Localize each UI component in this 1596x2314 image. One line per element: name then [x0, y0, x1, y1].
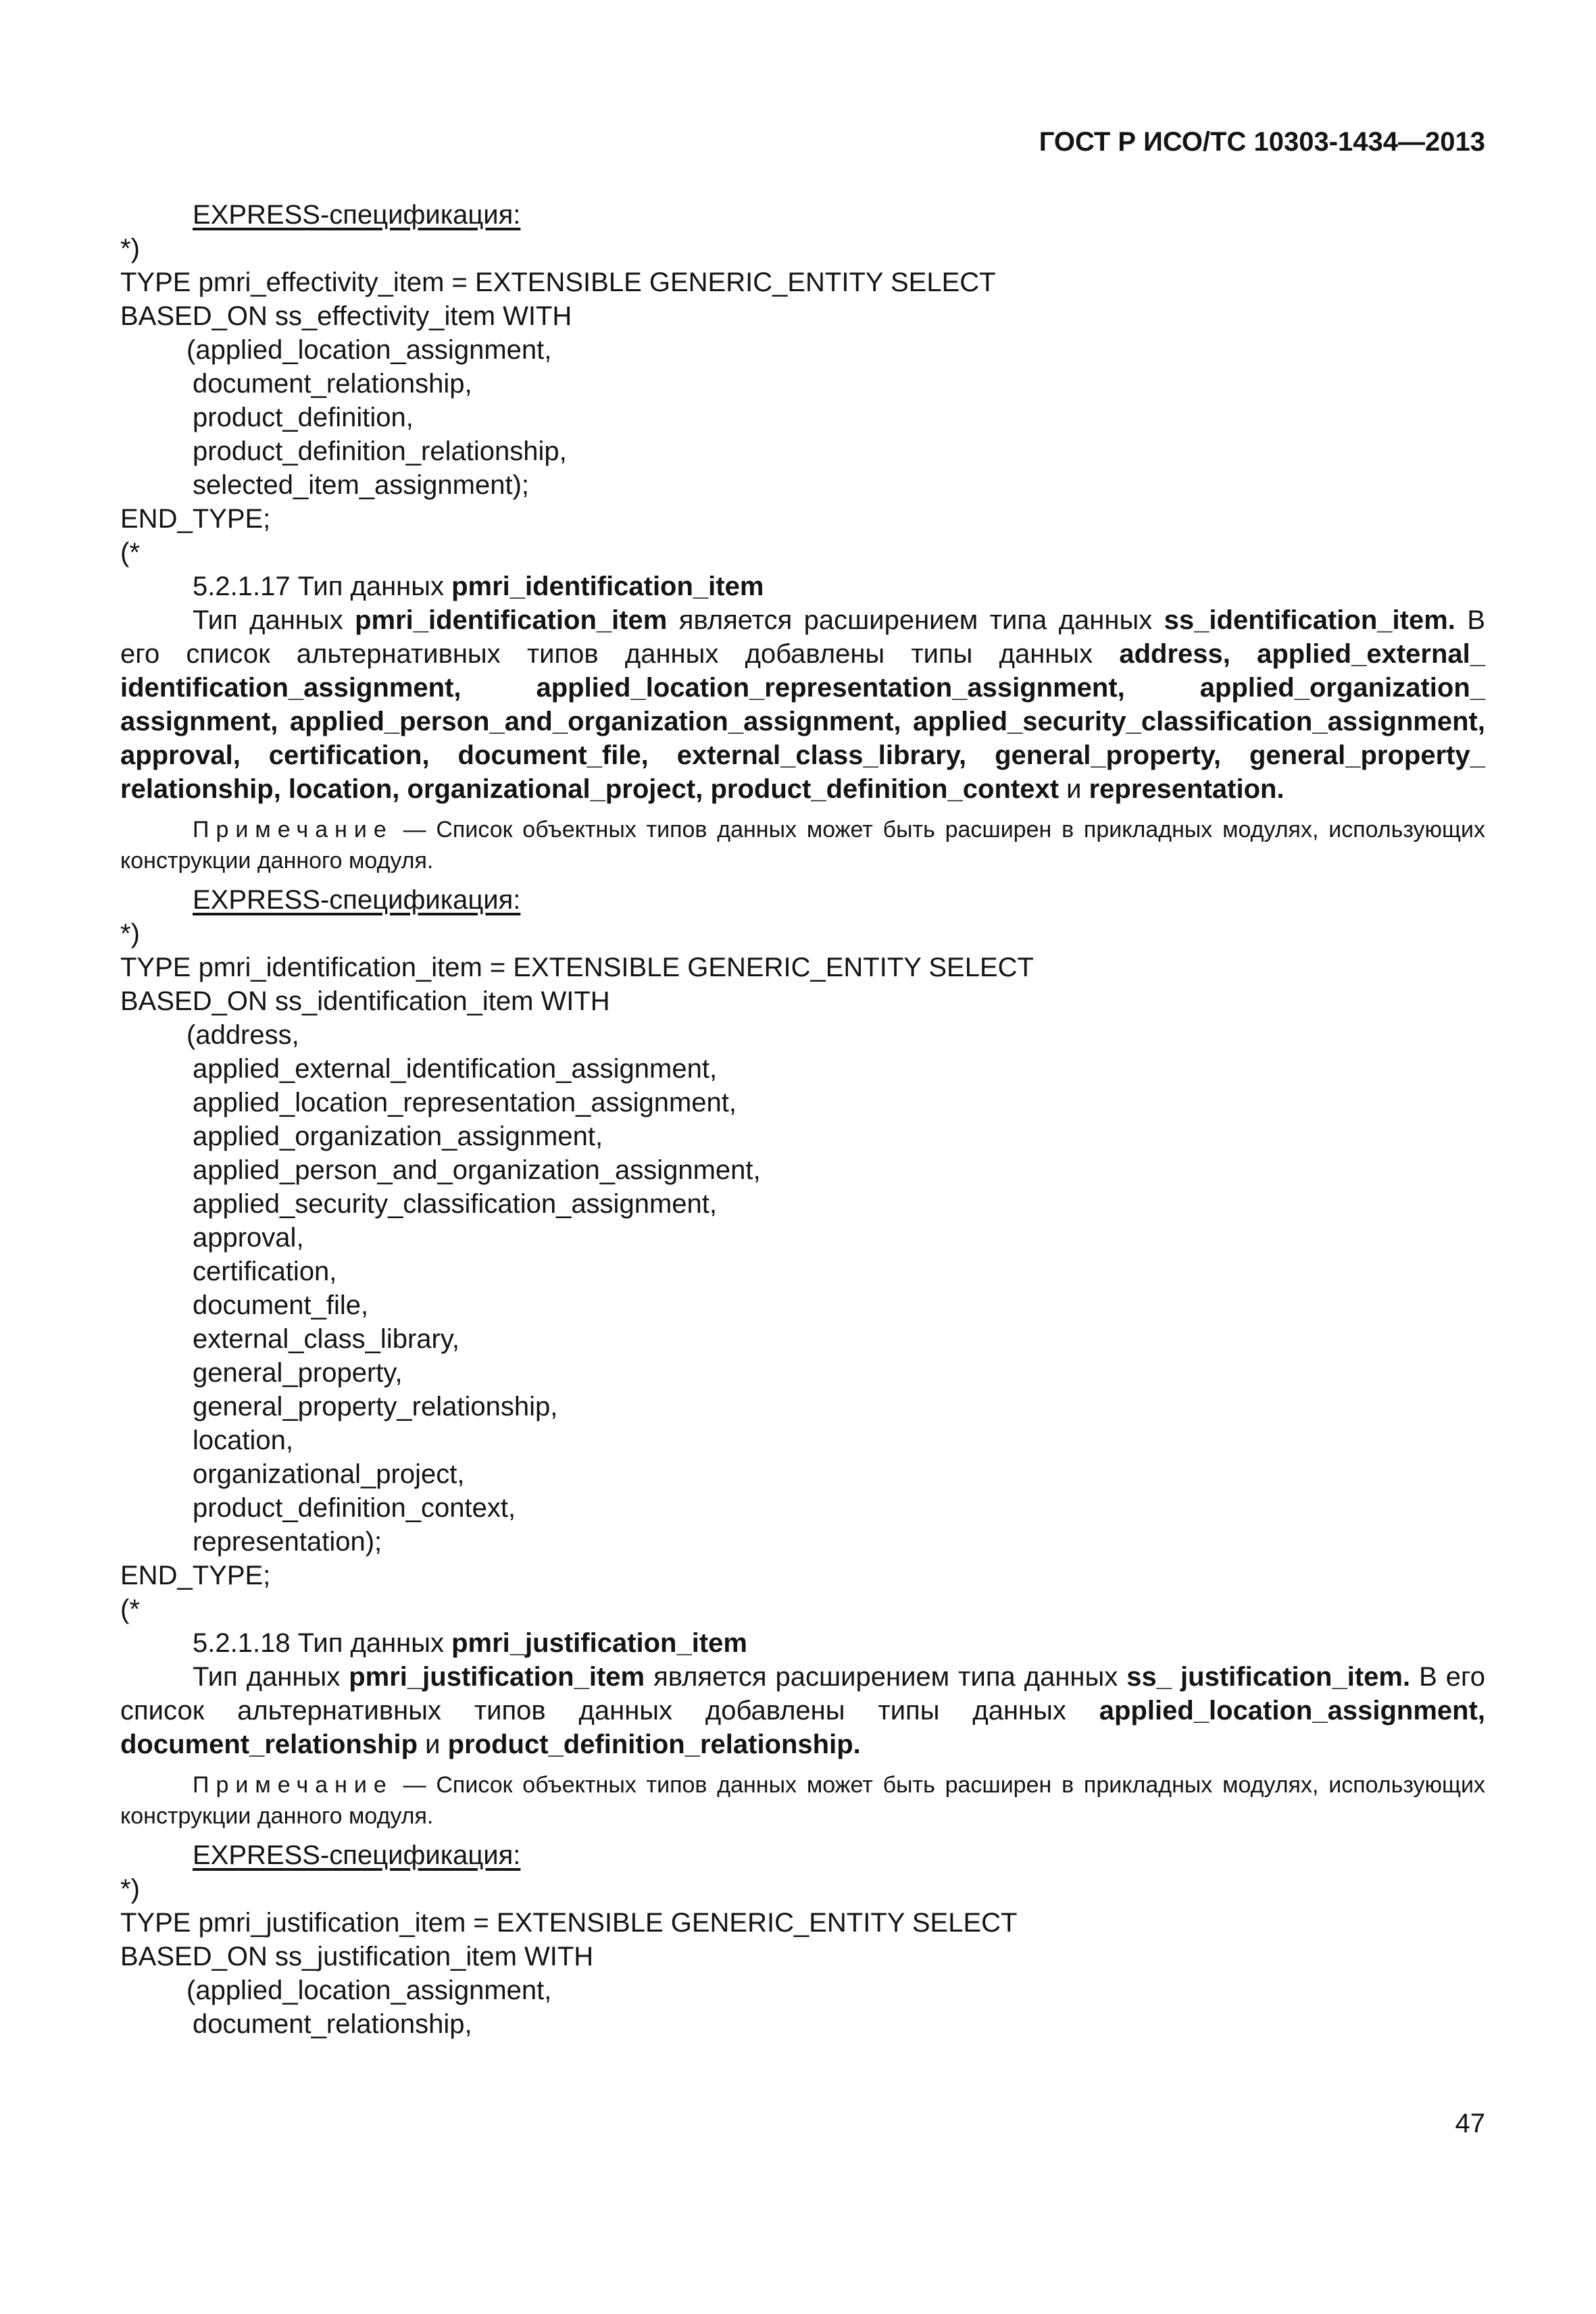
code-based-on-line: BASED_ON ss_justification_item WITH	[120, 1942, 594, 1971]
express-block-identification	[120, 883, 1485, 1626]
section-heading-prefix: 5.2.1.17 Тип данных	[193, 572, 452, 601]
note-text: — Список объектных типов данных может быть расширен в прикладных модулях, использующих конструкции данного модуля.	[120, 817, 1485, 874]
page-number: 47	[1455, 2109, 1485, 2138]
express-block-justification	[120, 1838, 1485, 2041]
section-heading	[120, 1626, 1485, 1660]
code-open-comment: *)	[120, 1874, 140, 1904]
section-heading-name: pmri_justification_item	[451, 1628, 747, 1658]
code-item: approval,	[193, 1223, 304, 1253]
para-text: является расширением типа данных	[667, 605, 1164, 635]
code-item: product_definition_context,	[193, 1493, 516, 1523]
note-label: Примечание	[193, 1772, 393, 1798]
para-text: Тип данных	[193, 605, 355, 635]
code-item: product_definition,	[193, 403, 414, 432]
section-heading	[120, 570, 1485, 603]
para-type-list: applied_location_assignment, document_relationship	[120, 1696, 1485, 1759]
para-type-name: ss_ justification_item.	[1126, 1662, 1411, 1692]
para-type-name: pmri_identification_item	[355, 605, 668, 635]
code-open-comment: *)	[120, 234, 140, 263]
code-item: selected_item_assignment);	[193, 470, 530, 500]
code-item: general_property_relationship,	[193, 1392, 558, 1422]
code-item: applied_organization_assignment,	[193, 1122, 603, 1151]
code-item: (address,	[186, 1020, 299, 1050]
code-item: external_class_library,	[193, 1324, 459, 1354]
section-5-2-1-17	[120, 570, 1485, 876]
code-item: (applied_location_assignment,	[186, 335, 552, 365]
section-paragraph	[120, 1660, 1485, 1761]
code-based-on-line: BASED_ON ss_identification_item WITH	[120, 986, 610, 1016]
code-close-comment: (*	[120, 538, 140, 568]
code-item: organizational_project,	[193, 1459, 465, 1489]
code-item: applied_external_identification_assignment,	[193, 1054, 718, 1084]
note-label: Примечание	[193, 817, 393, 842]
code-type-line: TYPE pmri_effectivity_item = EXTENSIBLE GENERIC_ENTITY SELECT	[120, 268, 996, 297]
para-type-name: product_definition_relationship.	[447, 1730, 861, 1759]
code-end-type: END_TYPE;	[120, 504, 271, 534]
code-item: (applied_location_assignment,	[186, 1976, 552, 2005]
page-content	[120, 198, 1485, 2041]
para-type-name: ss_identification_item.	[1164, 605, 1455, 635]
code-type-line: TYPE pmri_justification_item = EXTENSIBLE GENERIC_ENTITY SELECT	[120, 1908, 1018, 1938]
note	[120, 1769, 1485, 1832]
note	[120, 814, 1485, 876]
para-text: В его список альтернативных типов данных добавлены типы данных	[120, 1662, 1485, 1726]
section-5-2-1-18	[120, 1626, 1485, 1832]
section-heading-prefix: 5.2.1.18 Тип данных	[193, 1628, 452, 1658]
code-item: applied_security_classification_assignment,	[193, 1189, 717, 1219]
code-item: representation);	[193, 1527, 382, 1557]
code-item: document_relationship,	[193, 369, 472, 399]
section-heading-name: pmri_identification_item	[451, 572, 764, 601]
code-end-type: END_TYPE;	[120, 1561, 271, 1590]
code-item: location,	[193, 1426, 293, 1455]
para-text: В его список альтернативных типов данных добавлены типы данных	[120, 605, 1485, 669]
code-based-on-line: BASED_ON ss_effectivity_item WITH	[120, 301, 572, 331]
express-spec-label: EXPRESS-спецификация:	[193, 200, 521, 230]
para-text: является расширением типа данных	[645, 1662, 1127, 1692]
section-paragraph	[120, 603, 1485, 806]
code-item: applied_person_and_organization_assignment,	[193, 1155, 761, 1185]
code-item: general_property,	[193, 1358, 403, 1388]
standard-designation: ГОСТ Р ИСО/ТС 10303-1434—2013	[1039, 127, 1485, 157]
code-close-comment: (*	[120, 1594, 140, 1624]
express-spec-label: EXPRESS-спецификация:	[193, 885, 521, 915]
para-text: Тип данных	[193, 1662, 349, 1692]
note-text: — Список объектных типов данных может быть расширен в прикладных модулях, использующих конструкции данного модуля.	[120, 1772, 1485, 1829]
code-open-comment: *)	[120, 919, 140, 949]
code-type-line: TYPE pmri_identification_item = EXTENSIBLE GENERIC_ENTITY SELECT	[120, 953, 1034, 982]
para-type-list: address, applied_external_ identification_assignment, applied_location_representation_assignment, applied_organization_ assignment, applied_person_and_organization_assignment, applied_security_classification_assignment, approval, certification, document_file, external_class_library, general_property, general_property_ relationship, location, organizational_project, product_definition_context	[120, 639, 1485, 804]
express-spec-label: EXPRESS-спецификация:	[193, 1840, 521, 1870]
code-item: certification,	[193, 1257, 337, 1286]
express-block-effectivity	[120, 198, 1485, 570]
code-item: product_definition_relationship,	[193, 436, 567, 466]
para-text: и	[1059, 774, 1089, 804]
para-type-name: pmri_justification_item	[349, 1662, 645, 1692]
code-item: applied_location_representation_assignment,	[193, 1088, 737, 1117]
code-item: document_relationship,	[193, 2009, 472, 2039]
code-item: document_file,	[193, 1290, 369, 1320]
para-type-name: representation.	[1089, 774, 1285, 804]
para-text: и	[418, 1730, 448, 1759]
